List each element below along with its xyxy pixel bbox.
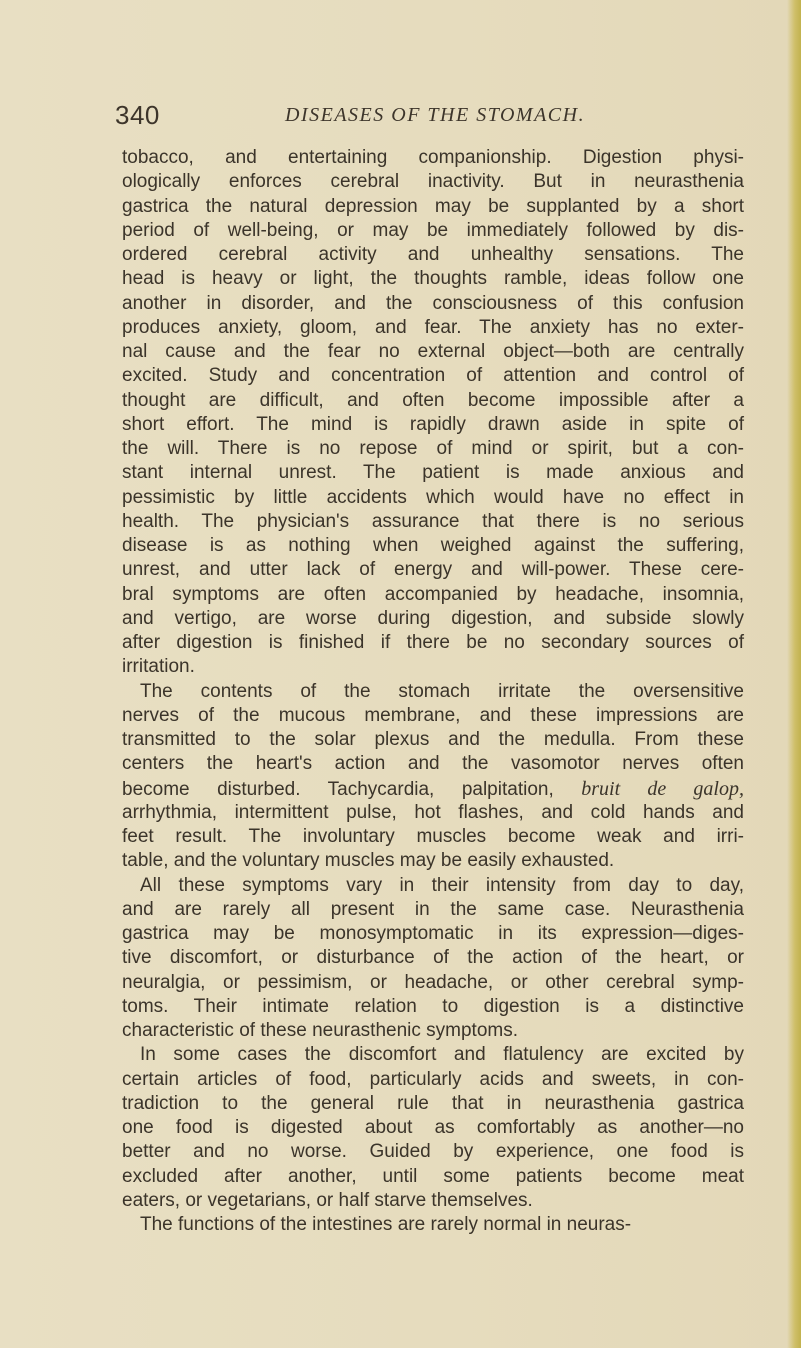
text-line: unrest, and utter lack of energy and will-power. These cere- — [122, 559, 744, 581]
text-line: table, and the voluntary muscles may be easily exhausted. — [122, 850, 615, 872]
text-line: head is heavy or light, the thoughts ramble, ideas follow one — [122, 268, 744, 290]
text-line: produces anxiety, gloom, and fear. The anxiety has no exter- — [122, 316, 744, 338]
text-line: better and no worse. Guided by experience, one food is — [122, 1141, 744, 1163]
text-line: In some cases the discomfort and flatulency are excited by — [140, 1044, 744, 1066]
text-line: toms. Their intimate relation to digestion is a distinctive — [122, 995, 744, 1017]
text-line: the will. There is no repose of mind or spirit, but a con- — [122, 438, 744, 459]
text-line: transmitted to the solar plexus and the medulla. From these — [122, 729, 744, 750]
body-text — [122, 146, 744, 1237]
text-line: disease is as nothing when weighed against the suffering, — [122, 535, 744, 556]
page-number: 340 — [115, 100, 160, 130]
text-line: short effort. The mind is rapidly drawn aside in spite of — [122, 413, 744, 435]
text-line: arrhythmia, intermittent pulse, hot flashes, and cold hands and — [122, 801, 744, 823]
page-edge — [787, 0, 801, 1348]
text-line: thought are difficult, and often become impossible after a — [122, 389, 744, 411]
text-line: excited. Study and concentration of attention and control of — [122, 365, 744, 387]
text-line: tobacco, and entertaining companionship. Digestion physi- — [122, 147, 744, 168]
text-line: one food is digested about as comfortably as another—no — [122, 1117, 744, 1138]
running-title: DISEASES OF THE STOMACH. — [285, 104, 586, 126]
text-line: and are rarely all present in the same case. Neurasthenia — [122, 898, 744, 920]
text-line: The contents of the stomach irritate the oversensitive — [140, 680, 744, 702]
text-line: ordered cerebral activity and unhealthy sensations. The — [122, 244, 744, 265]
text-line-part: become disturbed. Tachycardia, palpitation, — [122, 778, 554, 800]
text-line-with-italic — [122, 777, 744, 801]
text-line: bral symptoms are often accompanied by headache, insomnia, — [122, 583, 744, 605]
text-line: period of well-being, or may be immediately followed by dis- — [122, 219, 744, 241]
page-header — [115, 100, 735, 140]
text-line: The functions of the intestines are rarely normal in neuras- — [140, 1214, 632, 1235]
text-line: characteristic of these neurasthenic symptoms. — [122, 1020, 519, 1041]
text-line: certain articles of food, particularly acids and sweets, in con- — [122, 1068, 744, 1090]
text-line: ologically enforces cerebral inactivity. But in neurasthenia — [122, 171, 744, 193]
text-line: tradiction to the general rule that in neurasthenia gastrica — [122, 1092, 744, 1114]
text-line: centers the heart's action and the vasomotor nerves often — [122, 753, 744, 775]
text-line: pessimistic by little accidents which would have no effect in — [122, 486, 744, 508]
text-line: eaters, or vegetarians, or half starve themselves. — [122, 1189, 533, 1211]
text-line: excluded after another, until some patients become meat — [122, 1165, 744, 1187]
text-line: gastrica may be monosymptomatic in its expression—diges- — [122, 923, 744, 944]
text-line: gastrica the natural depression may be supplanted by a short — [122, 195, 744, 217]
text-line: feet result. The involuntary muscles become weak and irri- — [122, 826, 744, 847]
text-line: another in disorder, and the consciousness of this confusion — [122, 292, 744, 314]
text-line: tive discomfort, or disturbance of the action of the heart, or — [122, 947, 744, 969]
text-line: irritation. — [122, 656, 195, 678]
text-line: All these symptoms vary in their intensity from day to day, — [140, 874, 744, 896]
text-line: health. The physician's assurance that there is no serious — [122, 510, 744, 532]
italic-phrase: bruit de galop, — [581, 777, 744, 800]
text-line: after digestion is finished if there be no secondary sources of — [122, 632, 744, 653]
text-line: neuralgia, or pessimism, or headache, or other cerebral symp- — [122, 971, 744, 993]
text-line: and vertigo, are worse during digestion, and subside slowly — [122, 607, 744, 629]
text-line: nerves of the mucous membrane, and these impressions are — [122, 704, 744, 726]
text-line: stant internal unrest. The patient is made anxious and — [122, 462, 744, 484]
text-line: nal cause and the fear no external object—both are centrally — [122, 341, 744, 362]
